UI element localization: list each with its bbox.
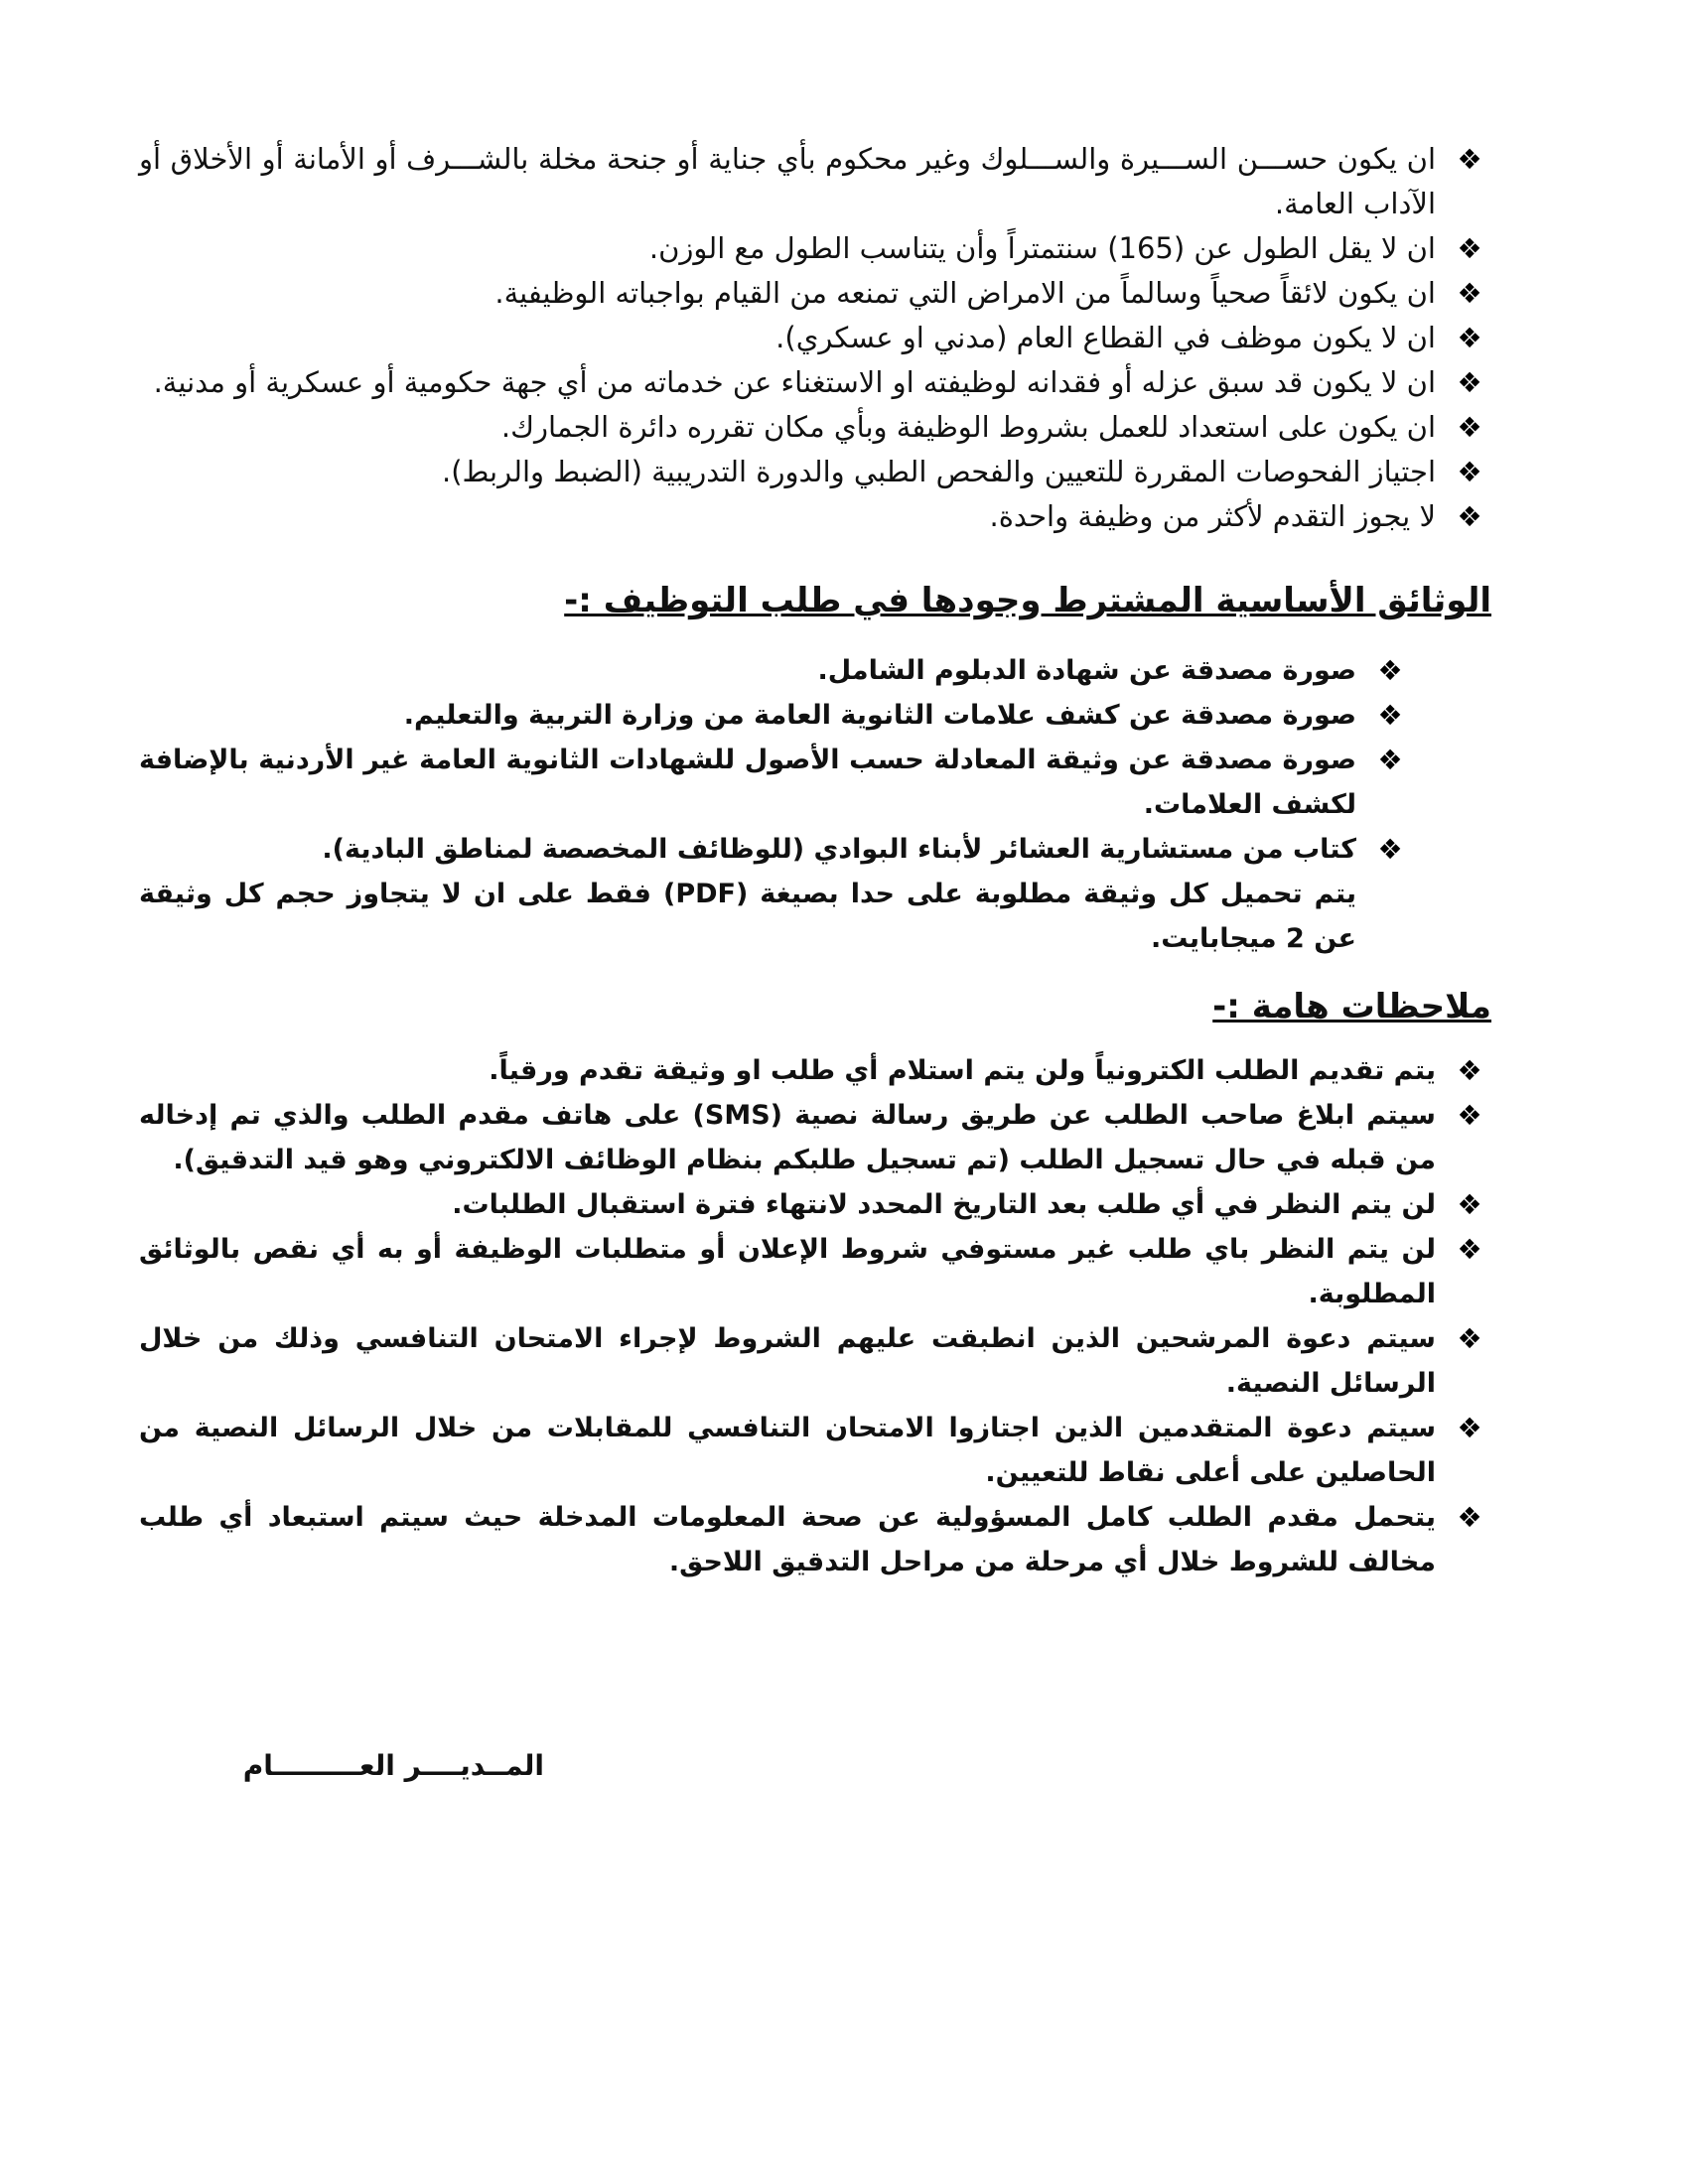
list-item (139, 693, 1412, 738)
list-item-text: ان يكون على استعداد للعمل بشروط الوظيفة وبأي مكان تقرره دائرة الجمارك. (500, 410, 1436, 444)
list-item-text: اجتياز الفحوصات المقررة للتعيين والفحص الطبي والدورة التدريبية (الضبط والربط). (442, 455, 1436, 488)
diamond-bullet-icon: ❖ (1457, 322, 1482, 354)
list-item (139, 137, 1491, 226)
list-item (139, 271, 1491, 316)
list-item-text: كتاب من مستشارية العشائر لأبناء البوادي (للوظائف المخصصة لمناطق البادية). (322, 834, 1356, 865)
documents-section (139, 648, 1491, 961)
diamond-bullet-icon: ❖ (1457, 366, 1482, 399)
list-item (139, 494, 1491, 539)
documents-heading: الوثائق الأساسية المشترط وجودها في طلب التوظيف :- (564, 581, 1491, 620)
list-item (139, 1093, 1491, 1182)
list-item-text: لن يتم النظر في أي طلب بعد التاريخ المحدد لانتهاء فترة استقبال الطلبات. (452, 1189, 1436, 1220)
list-item-text: صورة مصدقة عن وثيقة المعادلة حسب الأصول للشهادات الثانوية العامة غير الأردنية بالإضافة لكشف العلامات. (139, 745, 1356, 820)
list-item (139, 648, 1412, 693)
list-item (139, 360, 1491, 405)
diamond-bullet-icon: ❖ (1457, 1054, 1482, 1087)
conditions-list (139, 137, 1491, 539)
list-item-text: ان يكون لائقاً صحياً وسالماً من الامراض التي تمنعه من القيام بواجباته الوظيفية. (494, 276, 1436, 310)
diamond-bullet-icon: ❖ (1457, 1501, 1482, 1534)
list-item (139, 1182, 1491, 1227)
list-item (139, 1048, 1491, 1093)
document-page (139, 137, 1491, 1584)
diamond-bullet-icon: ❖ (1457, 1412, 1482, 1444)
list-item (139, 450, 1491, 494)
documents-list (139, 648, 1412, 872)
list-item-text: ان لا يكون قد سبق عزله أو فقدانه لوظيفته او الاستغناء عن خدماته من أي جهة حكومية أو عسكرية أو مدنية. (153, 365, 1436, 399)
list-item (139, 226, 1491, 271)
diamond-bullet-icon: ❖ (1377, 744, 1403, 776)
diamond-bullet-icon: ❖ (1457, 277, 1482, 310)
list-item-text: صورة مصدقة عن شهادة الدبلوم الشامل. (817, 655, 1356, 686)
list-item-text: سيتم دعوة المرشحين الذين انطبقت عليهم الشروط لإجراء الامتحان التنافسي وذلك من خلال الرسائل النصية. (139, 1323, 1436, 1399)
list-item (139, 316, 1491, 360)
list-item (139, 1227, 1491, 1316)
list-item (139, 738, 1412, 827)
list-item-text: صورة مصدقة عن كشف علامات الثانوية العامة من وزارة التربية والتعليم. (403, 700, 1356, 731)
list-item-text: لن يتم النظر باي طلب غير مستوفي شروط الإعلان أو متطلبات الوظيفة أو به أي نقص بالوثائق المطلوبة. (139, 1234, 1436, 1309)
notes-list (139, 1048, 1491, 1584)
diamond-bullet-icon: ❖ (1457, 456, 1482, 488)
list-item-text: سيتم ابلاغ صاحب الطلب عن طريق رسالة نصية (SMS) على هاتف مقدم الطلب والذي تم إدخاله من قبله في حال تسجيل الطلب (تم تسجيل طلبكم بنظام الوظائف الالكتروني وهو قيد التدقيق). (139, 1100, 1436, 1175)
list-item-text: ان لا يكون موظف في القطاع العام (مدني او عسكري). (775, 321, 1436, 354)
list-item (139, 1406, 1491, 1495)
diamond-bullet-icon: ❖ (1457, 411, 1482, 444)
signature-title: المــديــــر العـــــــــام (242, 1749, 544, 1782)
diamond-bullet-icon: ❖ (1457, 1233, 1482, 1266)
list-item-text: ان يكون حســـن الســـيرة والســـلوك وغير محكوم بأي جناية أو جنحة مخلة بالشـــرف أو الأمانة أو الأخلاق أو الآداب العامة. (139, 142, 1436, 220)
diamond-bullet-icon: ❖ (1457, 1099, 1482, 1132)
list-item-text: سيتم دعوة المتقدمين الذين اجتازوا الامتحان التنافسي للمقابلات من خلال الرسائل النصية من الحاصلين على أعلى نقاط للتعيين. (139, 1413, 1436, 1488)
diamond-bullet-icon: ❖ (1377, 699, 1403, 732)
diamond-bullet-icon: ❖ (1457, 1322, 1482, 1355)
list-item-text: يتحمل مقدم الطلب كامل المسؤولية عن صحة المعلومات المدخلة حيث سيتم استبعاد أي طلب مخالف للشروط خلال أي مرحلة من مراحل التدقيق اللاحق. (139, 1502, 1436, 1577)
list-item (139, 827, 1412, 872)
notes-heading: ملاحظات هامة :- (1212, 987, 1491, 1026)
list-item-text: يتم تقديم الطلب الكترونياً ولن يتم استلام أي طلب او وثيقة تقدم ورقياً. (489, 1055, 1436, 1086)
list-item (139, 405, 1491, 450)
diamond-bullet-icon: ❖ (1457, 500, 1482, 533)
list-item-text: لا يجوز التقدم لأكثر من وظيفة واحدة. (989, 499, 1436, 533)
diamond-bullet-icon: ❖ (1377, 654, 1403, 687)
diamond-bullet-icon: ❖ (1457, 143, 1482, 176)
diamond-bullet-icon: ❖ (1457, 232, 1482, 265)
list-item-text: ان لا يقل الطول عن (165) سنتمتراً وأن يتناسب الطول مع الوزن. (648, 231, 1436, 265)
diamond-bullet-icon: ❖ (1457, 1188, 1482, 1221)
diamond-bullet-icon: ❖ (1377, 833, 1403, 866)
list-item (139, 1495, 1491, 1584)
list-item (139, 1316, 1491, 1406)
upload-note: يتم تحميل كل وثيقة مطلوبة على حدا بصيغة (PDF) فقط على ان لا يتجاوز حجم كل وثيقة عن 2 ميجابايت. (139, 879, 1356, 954)
